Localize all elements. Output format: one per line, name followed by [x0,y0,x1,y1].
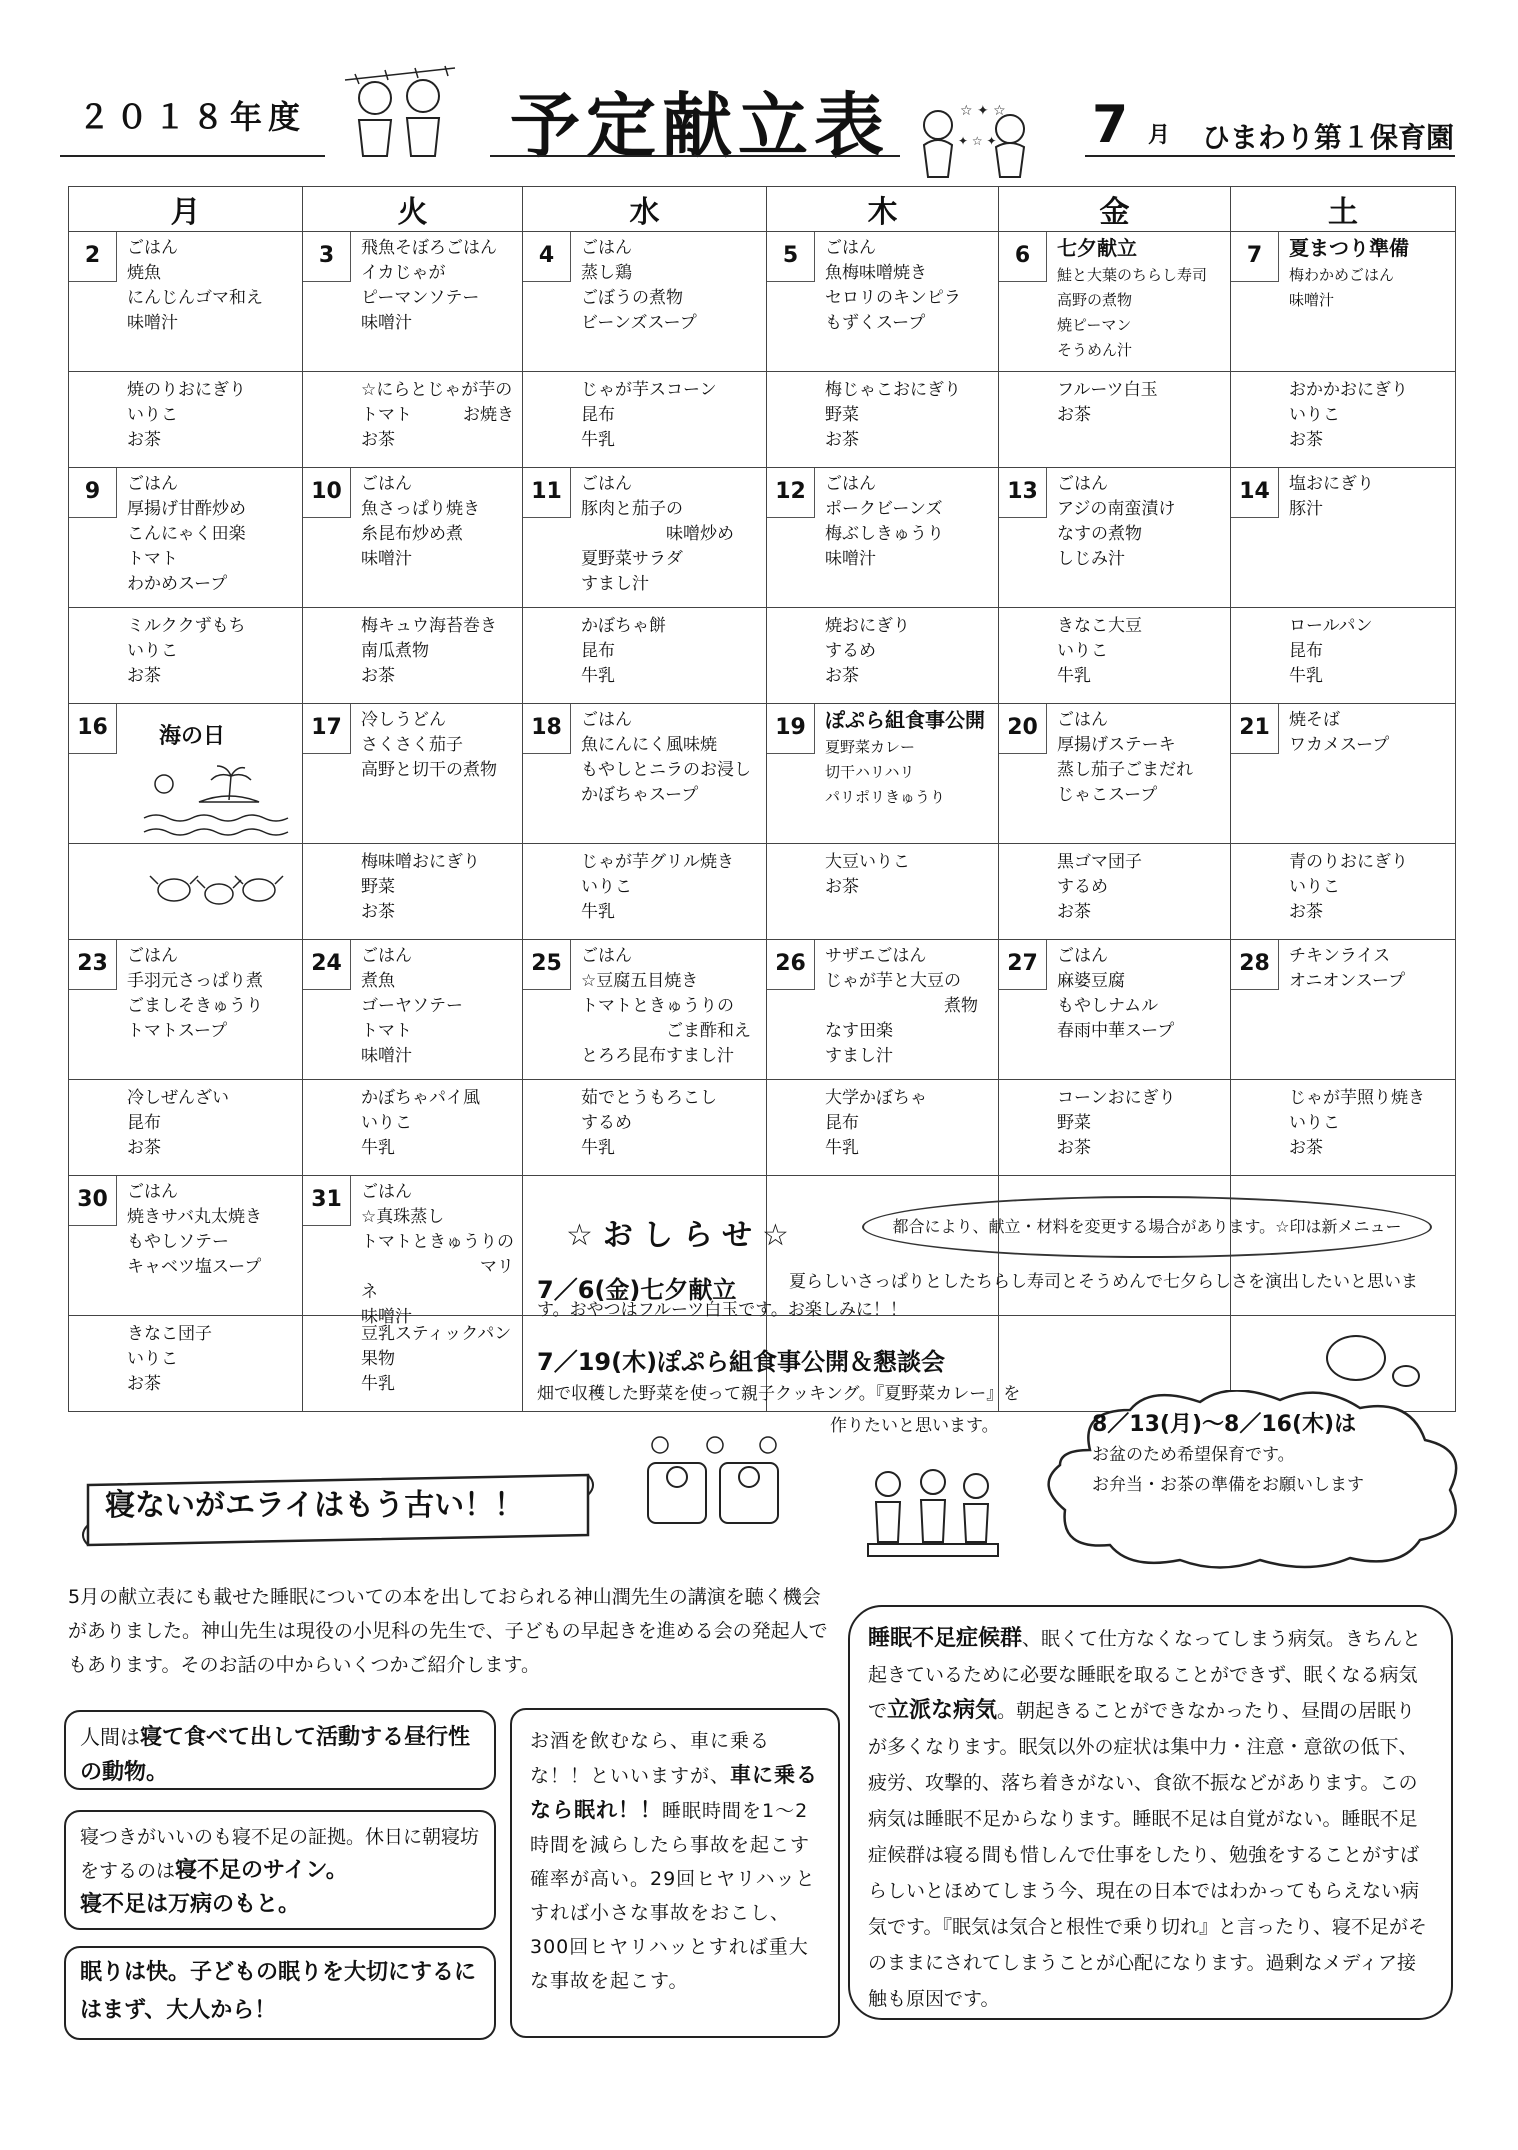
snack-cell [523,844,767,940]
cloud-bubble-1 [1326,1335,1386,1381]
snack-cell [69,1316,303,1412]
day-number: 3 [303,232,351,282]
snack-items: 大学かぼちゃ 昆布 牛乳 [825,1088,927,1158]
snack-cell [523,608,767,704]
lunch-items: ごはん 焼きサバ丸太焼き もやしソテー キャベツ塩スープ [127,1182,262,1277]
year-label: ２０１８年度 [78,98,307,136]
snack-cell [303,1080,523,1176]
day-number: 28 [1231,940,1279,990]
notice-title: ☆おしらせ☆ [566,1218,799,1253]
week-snack-row [69,608,1456,704]
lunch-items: 冷しうどん さくさく茄子 高野と切干の煮物 [361,710,497,780]
month-number: 7 [1092,95,1129,155]
day-number: 14 [1231,468,1279,518]
snack-items: じゃが芋グリル焼き いりこ 牛乳 [581,852,734,922]
snack-items: 梅キュウ海苔巻き 南瓜煮物 お茶 [361,616,497,686]
week-snack-row [69,844,1456,940]
sleep-deficiency-text: 、眠くて仕方なくなってしまう病気。きちんと起きているために必要な睡眠を取ることができず、眠くなる病気で [868,1628,1422,1722]
fact-box-diurnal-text: 人間は [80,1725,140,1749]
sleep-deficiency-box [848,1605,1453,2020]
article-intro: 5月の献立表にも載せた睡眠についての本を出しておられる神山潤先生の講演を聴く機会がありました。神山先生は現役の小児科の先生で、子どもの早起きを進める会の発起人でもあります。そのお話の中からいくつかご紹介します。 [68,1586,828,1676]
lunch-items: ごはん 魚梅味噌焼き セロリのキンピラ もずくスープ [825,238,961,333]
holiday-label: 海の日 [159,724,226,749]
cooking-family-illustration [858,1462,1008,1562]
snack-items: きなこ団子 いりこ お茶 [127,1324,212,1394]
day-cell [767,704,999,844]
snack-items: 茹でとうもろこし するめ 牛乳 [581,1088,717,1158]
special-menu-label: 七夕献立 [1057,236,1137,260]
lunch-items: ごはん 厚揚げステーキ 蒸し茄子ごまだれ じゃこスープ [1057,710,1193,805]
beach-island-icon [139,762,289,842]
day-cell [999,232,1231,372]
day-cell [303,940,523,1080]
header-rule-left [60,155,325,157]
snack-cell [303,372,523,468]
fact-box-sleep-debt-sign: 寝不足のサイン。 [175,1858,348,1883]
sleep-deficiency-detail: 。朝起きることができなかったり、昼間の居眠りが多くなります。眠気以外の症状は集中力・注意・意欲の低下、疲労、攻撃的、落ち着きがない、食欲不振などがあります。この病気は睡眠不足からなります。睡眠不足は自覚がない。睡眠不足症候群は寝る間も惜しんで仕事をしたり、勉強をすることがすばらしいとほめてしまう今、現在の日本ではわかってもらえない病気です。『眠気は気合と根性で乗り切れ』と言ったり、寝不足がそのままにされてしまうことが心配になります。過剰なメディア接触も原因です。 [868,1700,1427,2010]
snack-cell [69,372,303,468]
snack-cell [303,1316,523,1412]
snack-items: じゃが芋スコーン 昆布 牛乳 [581,380,717,450]
day-cell [999,468,1231,608]
snack-cell [1231,844,1456,940]
day-number: 21 [1231,704,1279,754]
snack-items: かぼちゃパイ風 いりこ 牛乳 [361,1088,480,1158]
obon-body: お盆のため希望保育です。 お弁当・お茶の準備をお願いします [1092,1445,1364,1495]
orihime-hikoboshi-illustration [910,85,1040,185]
week-lunch-row [69,468,1456,608]
sleeping-children-illustration [640,1435,790,1530]
weekday-sat: 土 [1231,187,1456,232]
weekday-fri: 金 [999,187,1231,232]
day-cell [767,232,999,372]
week-lunch-row [69,704,1456,844]
fact-box-diurnal-emphasis: 寝て食べて出して活動する昼行性の動物。 [80,1725,471,1785]
day-number: 11 [523,468,571,518]
day-number: 6 [999,232,1047,282]
lunch-items: チキンライス オニオンスープ [1289,946,1406,991]
lunch-items: ごはん 魚さっぱり焼き 糸昆布炒め煮 味噌汁 [361,474,480,569]
weekday-header-row [69,187,1456,232]
day-cell [523,704,767,844]
snack-cell [999,844,1231,940]
page-title: 予定献立表 [510,85,890,167]
snack-cell [767,1080,999,1176]
snack-cell [303,844,523,940]
snack-items: 焼おにぎり するめ お茶 [825,616,910,686]
week-snack-row [69,372,1456,468]
snack-items: 焼のりおにぎり いりこ お茶 [127,380,246,450]
day-cell [523,940,767,1080]
popura-event-text-2: 作りたいと思います。 [830,1416,999,1436]
svg-text:☆ ✦ ☆: ☆ ✦ ☆ [960,103,1006,119]
day-cell [523,468,767,608]
week-lunch-row [69,940,1456,1080]
weekday-tue: 火 [303,187,523,232]
week-snack-row [69,1080,1456,1176]
day-cell [523,232,767,372]
day-number: 25 [523,940,571,990]
weekday-mon: 月 [69,187,303,232]
day-number: 16 [69,704,117,754]
day-number: 19 [767,704,815,754]
day-number: 23 [69,940,117,990]
lunch-items: 塩おにぎり 豚汁 [1289,474,1374,519]
lunch-items: ごはん 焼魚 にんじんゴマ和え 味噌汁 [127,238,263,333]
school-name: ひまわり第１保育園 [1202,121,1455,154]
header-rule-right [1085,155,1455,157]
day-number: 2 [69,232,117,282]
snack-items: 大豆いりこ お茶 [825,852,910,897]
snack-cell [69,844,303,940]
snack-items: フルーツ白玉 お茶 [1057,380,1158,425]
article-banner-title: 寝ないがエライはもう古い！！ [105,1488,525,1523]
day-number: 30 [69,1176,117,1226]
snack-cell [69,608,303,704]
cloud-bubble-2 [1392,1365,1420,1387]
snack-items: じゃが芋照り焼き いりこ お茶 [1289,1088,1425,1158]
lunch-items: ごはん ☆真珠蒸し トマトときゅうりの マリネ 味噌汁 [361,1182,514,1327]
day-number: 20 [999,704,1047,754]
special-menu-label: 夏まつり準備 [1289,236,1409,260]
day-number: 13 [999,468,1047,518]
lunch-items: 飛魚そぼろごはん イカじゃが ピーマンソテー 味噌汁 [361,238,497,333]
day-cell [69,940,303,1080]
fact-box-diurnal [64,1710,496,1790]
snack-items: ロールパン 昆布 牛乳 [1289,616,1373,686]
lunch-items: ごはん 厚揚げ甘酢炒め こんにゃく田楽 トマト わかめスープ [127,474,246,594]
lunch-items: ごはん ポークビーンズ 梅ぶしきゅうり 味噌汁 [825,474,944,569]
header-rule-center [490,155,900,157]
drowsy-driving-emphasis: 車に乗るなら眠れ！！ [530,1763,819,1822]
obon-heading: 8／13(月)～8／16(木)は [1092,1412,1357,1437]
lunch-items: 鮭と大葉のちらし寿司 高野の煮物 焼ピーマン そうめん汁 [1057,266,1208,359]
day-number: 18 [523,704,571,754]
lunch-items: ごはん 豚肉と茄子の 味噌炒め 夏野菜サラダ すまし汁 [581,474,734,594]
snack-cell [1231,1080,1456,1176]
day-number: 4 [523,232,571,282]
day-number: 9 [69,468,117,518]
crabs-icon [144,858,284,918]
snack-items: 黒ゴマ団子 するめ お茶 [1057,852,1142,922]
week-lunch-row [69,232,1456,372]
snack-cell [767,372,999,468]
snack-cell [69,1080,303,1176]
day-cell [999,704,1231,844]
snack-items: 豆乳スティックパン 果物 牛乳 [361,1324,512,1394]
day-number: 10 [303,468,351,518]
snack-items: かぼちゃ餅 昆布 牛乳 [581,616,666,686]
day-cell [1231,940,1456,1080]
lunch-items: サザエごはん じゃが芋と大豆の 煮物 なす田楽 すまし汁 [825,946,978,1066]
special-menu-label: ぽぷら組食事公開 [825,708,985,732]
sleep-deficiency-emphasis: 立派な病気 [887,1698,998,1723]
drowsy-driving-box [510,1708,840,2038]
tanabata-children-illustration [335,60,465,160]
snack-cell [999,1080,1231,1176]
day-number: 5 [767,232,815,282]
snack-cell [523,1080,767,1176]
lunch-items: ごはん ☆豆腐五目焼き トマトときゅうりの ごま酢和え とろろ昆布すまし汁 [581,946,751,1066]
fact-box-sleep-debt-text: 寝つきがいいのも寝不足の証拠。休日に朝寝坊をするのは [80,1826,480,1882]
snack-items: 梅味噌おにぎり 野菜 お茶 [361,852,480,922]
fact-box-sleep-debt-maxim: 寝不足は万病のもと。 [80,1892,301,1917]
snack-items: ☆にらとじゃが芋の トマト お焼き お茶 [361,380,514,450]
popura-event-heading: 7／19(木)ぽぷら組食事公開＆懇談会 [537,1348,946,1376]
snack-items: 青のりおにぎり いりこ お茶 [1289,852,1408,922]
svg-text:✦ ☆ ✦: ✦ ☆ ✦ [958,134,997,148]
snack-cell [1231,608,1456,704]
snack-cell [999,372,1231,468]
day-cell [767,468,999,608]
snack-cell [303,608,523,704]
lunch-items: ごはん 麻婆豆腐 もやしナムル 春雨中華スープ [1057,946,1175,1041]
drowsy-driving-text: お酒を飲むなら、車に乗るな！！といいますが、 [530,1730,771,1787]
day-number: 12 [767,468,815,518]
month-unit: 月 [1148,123,1171,148]
weekday-thu: 木 [767,187,999,232]
lunch-items: ごはん 蒸し鶏 ごぼうの煮物 ビーンズスープ [581,238,697,333]
day-number: 26 [767,940,815,990]
day-cell [303,468,523,608]
obon-notice [1092,1410,1432,1500]
day-number: 24 [303,940,351,990]
lunch-items: ごはん 煮魚 ゴーヤソテー トマト 味噌汁 [361,946,463,1066]
day-cell [999,940,1231,1080]
snack-items: ミルククずもち いりこ お茶 [127,616,246,686]
tanabata-event-heading: 7／6(金)七夕献立 [537,1276,737,1304]
fact-box-adults-first: 眠りは快。子どもの眠りを大切にするにはまず、大人から！ [64,1946,496,2040]
popura-event-text: 畑で収穫した野菜を使って親子クッキング。『夏野菜カレー』を [537,1384,1021,1404]
sleep-deficiency-term: 睡眠不足症候群 [868,1626,1023,1651]
menu-text [1289,236,1451,313]
day-cell [69,704,303,844]
snack-items: きなこ大豆 いりこ 牛乳 [1057,616,1142,686]
snack-cell [999,608,1231,704]
snack-cell [767,844,999,940]
day-cell [767,940,999,1080]
lunch-items: ごはん 手羽元さっぱり煮 ごましそきゅうり トマトスープ [127,946,263,1041]
snack-items: おかかおにぎり いりこ お茶 [1289,380,1408,450]
drowsy-driving-detail: 睡眠時間を1～2時間を減らしたら事故を起こす確率が高い。29回ヒヤリハッとすれば小さな事故をおこし、300回ヒヤリハッとすれば重大な事故を起こす。 [530,1800,816,1992]
weekday-wed: 水 [523,187,767,232]
snack-items: コーンおにぎり 野菜 お茶 [1057,1088,1176,1158]
day-number: 17 [303,704,351,754]
snack-items: 冷しぜんざい 昆布 お茶 [127,1088,229,1158]
day-cell [1231,232,1456,372]
lunch-items: 夏野菜カレー 切干ハリハリ パリポリきゅうり [825,738,946,806]
menu-change-note: 都合により、献立・材料を変更する場合があります。☆印は新メニュー [862,1196,1432,1258]
tanabata-event-text: 夏らしいさっぱりとしたちらし寿司とそうめんで七夕らしさを演出したいと思います。おやつはフルーツ白玉です。お楽しみに！！ [537,1272,1418,1320]
day-cell [303,704,523,844]
day-cell [69,1176,303,1316]
day-cell [1231,468,1456,608]
fact-box-sleep-debt [64,1810,496,1930]
snack-cell [523,372,767,468]
snack-cell [1231,372,1456,468]
lunch-items: 梅わかめごはん 味噌汁 [1289,266,1395,309]
day-cell [69,232,303,372]
snack-items: 梅じゃこおにぎり 野菜 お茶 [825,380,961,450]
day-number: 7 [1231,232,1279,282]
day-cell [303,232,523,372]
day-cell [69,468,303,608]
lunch-items: ごはん アジの南蛮漬け なすの煮物 しじみ汁 [1057,474,1176,569]
day-number: 31 [303,1176,351,1226]
menu-text [825,708,994,810]
snack-cell [767,608,999,704]
menu-text [1057,236,1226,363]
day-number: 27 [999,940,1047,990]
lunch-items: 焼そば ワカメスープ [1289,710,1390,755]
day-cell [303,1176,523,1327]
day-cell [1231,704,1456,844]
lunch-items: ごはん 魚にんにく風味焼 もやしとニラのお浸し かぼちゃスープ [581,710,751,805]
